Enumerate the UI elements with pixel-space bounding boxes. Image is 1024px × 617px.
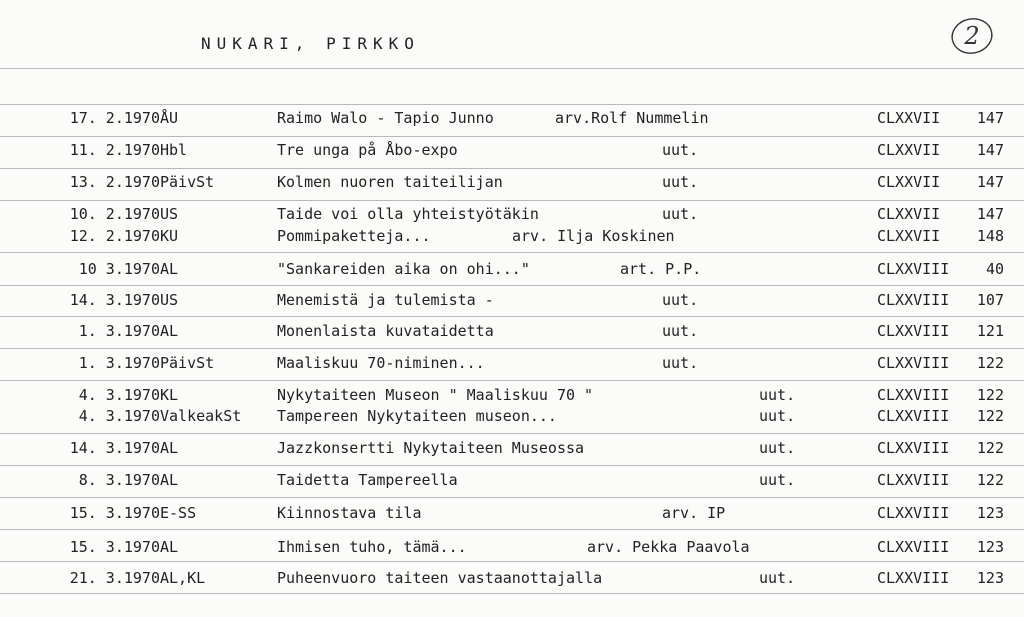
row-page: 123 xyxy=(976,538,1004,556)
row-date: 8. 3.1970 xyxy=(78,471,160,489)
row-paper: PäivSt xyxy=(160,173,215,191)
row-volume: CLXXVII xyxy=(877,141,941,159)
row-title: Tre unga på Åbo-expo xyxy=(277,141,458,159)
row-paper: AL xyxy=(160,471,179,489)
rule-line xyxy=(0,200,1024,201)
row-date: 17. 2.1970 xyxy=(69,109,160,127)
table-row xyxy=(0,258,1024,280)
table-row xyxy=(0,567,1024,589)
row-note: arv. Pekka Paavola xyxy=(587,538,750,556)
row-paper: ÅU xyxy=(160,109,179,127)
rule-line xyxy=(0,380,1024,381)
row-paper: US xyxy=(160,291,179,309)
row-note: art. P.P. xyxy=(620,260,702,278)
row-date: 1. 3.1970 xyxy=(78,354,160,372)
row-note: uut. xyxy=(662,291,699,309)
row-page: 122 xyxy=(976,407,1004,425)
row-page: 107 xyxy=(976,291,1004,309)
row-note: uut. xyxy=(662,354,699,372)
row-note: uut. xyxy=(759,471,796,489)
row-page: 148 xyxy=(976,227,1004,245)
rule-line xyxy=(0,529,1024,530)
row-volume: CLXXVIII xyxy=(877,471,950,489)
row-note: arv.Rolf Nummelin xyxy=(555,109,709,127)
table-row xyxy=(0,384,1024,406)
rule-line xyxy=(0,497,1024,498)
row-note: arv. IP xyxy=(662,504,726,522)
table-row xyxy=(0,437,1024,459)
table-row xyxy=(0,405,1024,427)
row-paper: KL xyxy=(160,386,179,404)
row-title: Tampereen Nykytaiteen museon... xyxy=(277,407,557,425)
row-date: 13. 2.1970 xyxy=(69,173,160,191)
row-date: 15. 3.1970 xyxy=(69,538,160,556)
row-volume: CLXXVIII xyxy=(877,538,950,556)
row-note: uut. xyxy=(759,407,796,425)
table-row xyxy=(0,320,1024,342)
row-volume: CLXXVIII xyxy=(877,439,950,457)
rule-line xyxy=(0,433,1024,434)
row-title: Taide voi olla yhteistyötäkin xyxy=(277,205,539,223)
row-note: uut. xyxy=(662,205,699,223)
table-row xyxy=(0,171,1024,193)
rule-line xyxy=(0,348,1024,349)
row-note: uut. xyxy=(759,439,796,457)
row-date: 15. 3.1970 xyxy=(69,504,160,522)
row-paper: AL xyxy=(160,538,179,556)
row-date: 14. 3.1970 xyxy=(69,439,160,457)
row-date: 10 3.1970 xyxy=(78,260,160,278)
rule-line xyxy=(0,68,1024,69)
row-note: uut. xyxy=(662,322,699,340)
row-volume: CLXXVII xyxy=(877,205,941,223)
row-paper: E-SS xyxy=(160,504,197,522)
row-title: Taidetta Tampereella xyxy=(277,471,458,489)
row-volume: CLXXVIII xyxy=(877,354,950,372)
row-paper: Hbl xyxy=(160,141,188,159)
row-date: 11. 2.1970 xyxy=(69,141,160,159)
row-paper: AL xyxy=(160,322,179,340)
row-date: 10. 2.1970 xyxy=(69,205,160,223)
row-title: Kiinnostava tila xyxy=(277,504,422,522)
row-note: uut. xyxy=(759,386,796,404)
row-paper: AL xyxy=(160,439,179,457)
row-page: 147 xyxy=(976,205,1004,223)
row-date: 14. 3.1970 xyxy=(69,291,160,309)
row-volume: CLXXVII xyxy=(877,109,941,127)
table-row xyxy=(0,469,1024,491)
row-paper: AL,KL xyxy=(160,569,206,587)
row-page: 123 xyxy=(976,504,1004,522)
row-date: 12. 2.1970 xyxy=(69,227,160,245)
row-page: 147 xyxy=(976,109,1004,127)
rule-line xyxy=(0,561,1024,562)
table-row xyxy=(0,139,1024,161)
row-title: Ihmisen tuho, tämä... xyxy=(277,538,467,556)
row-volume: CLXXVIII xyxy=(877,260,950,278)
rule-line xyxy=(0,285,1024,286)
row-note: uut. xyxy=(662,141,699,159)
row-title: Pommipaketteja... xyxy=(277,227,431,245)
row-volume: CLXXVIII xyxy=(877,386,950,404)
card-heading: NUKARI, PIRKKO xyxy=(201,34,420,53)
row-page: 147 xyxy=(976,173,1004,191)
table-row xyxy=(0,289,1024,311)
row-volume: CLXXVII xyxy=(877,227,941,245)
row-date: 21. 3.1970 xyxy=(69,569,160,587)
row-volume: CLXXVIII xyxy=(877,407,950,425)
table-row xyxy=(0,107,1024,129)
row-volume: CLXXVIII xyxy=(877,322,950,340)
rule-line xyxy=(0,168,1024,169)
row-paper: KU xyxy=(160,227,179,245)
rule-line xyxy=(0,252,1024,253)
row-page: 122 xyxy=(976,471,1004,489)
row-title: Kolmen nuoren taiteilijan xyxy=(277,173,503,191)
row-page: 123 xyxy=(976,569,1004,587)
row-note: uut. xyxy=(662,173,699,191)
row-note: arv. Ilja Koskinen xyxy=(512,227,675,245)
row-page: 122 xyxy=(976,386,1004,404)
table-row xyxy=(0,225,1024,247)
row-paper: US xyxy=(160,205,179,223)
row-title: Menemistä ja tulemista - xyxy=(277,291,494,309)
row-volume: CLXXVIII xyxy=(877,569,950,587)
card-number: 2 xyxy=(964,22,980,50)
row-volume: CLXXVII xyxy=(877,173,941,191)
rule-line xyxy=(0,136,1024,137)
row-title: Jazzkonsertti Nykytaiteen Museossa xyxy=(277,439,585,457)
row-paper: ValkeakSt xyxy=(160,407,242,425)
row-title: Puheenvuoro taiteen vastaanottajalla xyxy=(277,569,603,587)
row-page: 122 xyxy=(976,354,1004,372)
row-title: "Sankareiden aika on ohi..." xyxy=(277,260,530,278)
row-note: uut. xyxy=(759,569,796,587)
row-date: 4. 3.1970 xyxy=(78,407,160,425)
row-page: 40 xyxy=(985,260,1004,278)
row-date: 1. 3.1970 xyxy=(78,322,160,340)
rule-line xyxy=(0,104,1024,105)
row-title: Nykytaiteen Museon " Maaliskuu 70 " xyxy=(277,386,594,404)
table-row xyxy=(0,536,1024,558)
table-row xyxy=(0,203,1024,225)
card-number-stamp xyxy=(949,16,995,56)
table-row xyxy=(0,502,1024,524)
row-volume: CLXXVIII xyxy=(877,291,950,309)
row-page: 147 xyxy=(976,141,1004,159)
row-title: Raimo Walo - Tapio Junno xyxy=(277,109,494,127)
row-date: 4. 3.1970 xyxy=(78,386,160,404)
rule-line xyxy=(0,593,1024,594)
rule-line xyxy=(0,465,1024,466)
row-page: 121 xyxy=(976,322,1004,340)
row-paper: AL xyxy=(160,260,179,278)
row-paper: PäivSt xyxy=(160,354,215,372)
rule-line xyxy=(0,316,1024,317)
row-page: 122 xyxy=(976,439,1004,457)
row-volume: CLXXVIII xyxy=(877,504,950,522)
row-title: Monenlaista kuvataidetta xyxy=(277,322,494,340)
row-title: Maaliskuu 70-niminen... xyxy=(277,354,485,372)
table-row xyxy=(0,352,1024,374)
